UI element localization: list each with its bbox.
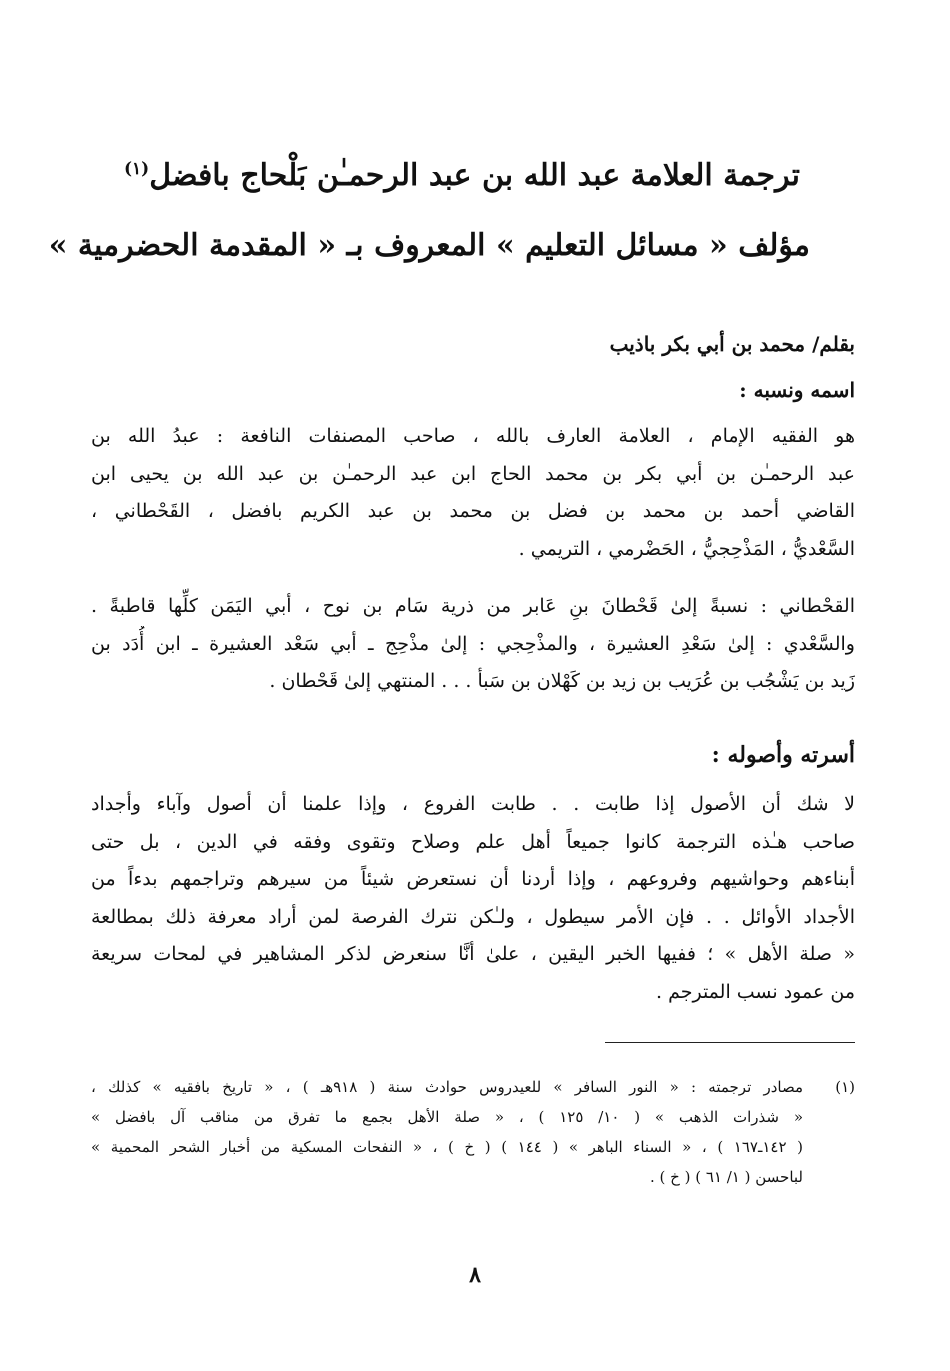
text-line: صاحب هـٰذه الترجمة كانوا جميعاً أهل علم وصلاح وتقوى وفقه في الدين ، بل حتى bbox=[91, 830, 855, 853]
footnote-reference[interactable]: (١) bbox=[123, 159, 150, 179]
author-byline: بقلم/ محمد بن أبي بكر باذيب bbox=[609, 332, 855, 356]
text-line: القاضي أحمد بن محمد بن فضل بن محمد بن عبد الكريم بافضل ، القَحْطاني ، bbox=[91, 500, 855, 522]
paragraph-lineage-explanation bbox=[91, 588, 855, 701]
section-heading-name-lineage: اسمه ونسبه : bbox=[739, 378, 855, 402]
text-line: والسَّعْدي : إلىٰ سَعْدِ العشيرة ، والمذْحِجي : إلىٰ مذْحِج ـ أبي سَعْد العشيرة ـ ابن أُدَد بن bbox=[91, 632, 855, 655]
text-line: من عمود نسب المترجم . bbox=[656, 980, 855, 1003]
paragraph-family bbox=[91, 786, 855, 1011]
text-line: القحْطاني : نسبةً إلىٰ قَحْطانَ بنِ عَابر من ذرية سَام بن نوح ، أبي اليَمَن كلِّها قاطبةً . bbox=[91, 595, 855, 617]
text-line: « صلة الأهل » ؛ ففيها الخبر اليقين ، علىٰ أنَّا سنعرض لذكر المشاهير في لمحات سريعة bbox=[91, 943, 855, 965]
footnote-line: ( ١٤٢ـ١٦٧ ) ، « السناء الباهر » ( ١٤٤ ) ( خ ) ، « النفحات المسكية من أخبار الشحر المحمية » bbox=[91, 1138, 803, 1156]
text-line: الأجداد الأوائل . . فإن الأمر سيطول ، ولـٰكن نترك الفرصة لمن أراد معرفة ذلك بمطالعة bbox=[91, 905, 855, 928]
footnote-body bbox=[91, 1072, 803, 1192]
paragraph-name bbox=[91, 418, 855, 568]
footnote-divider bbox=[605, 1042, 855, 1043]
text-line: السَّعْديُّ ، المَذْحِجيُّ ، الحَضْرمي ، التريمي . bbox=[518, 537, 855, 560]
section-heading-family-origins: أسرته وأصوله : bbox=[711, 742, 855, 768]
text-line: لا شك أن الأصول إذا طابت . . طابت الفروع ، وإذا علمنا أن أصول وآباء وأجداد bbox=[91, 793, 855, 815]
text-line: أبناءهم وحواشيهم وفروعهم ، وإذا أردنا أن نستعرض شيئاً من سيرهم وتراجمهم بدءاً من bbox=[91, 868, 855, 890]
page-number: ٨ bbox=[469, 1262, 481, 1288]
footnote-line: « شذرات الذهب » ( ١٠/ ١٢٥ ) ، « صلة الأهل بجمع ما تفرق من مناقب آل بافضل » bbox=[91, 1108, 803, 1126]
page-title bbox=[123, 158, 800, 193]
footnote-line: مصادر ترجمته : « النور السافر » للعيدروس حوادث سنة ( ٩١٨هـ ) ، « تاريخ بافقيه » كذلك ، bbox=[91, 1078, 803, 1096]
text-line: زَيد بن يَشْجُب بن عُرَيب بن زيد بن كَهْلان بن سَبأ . . . المنتهي إلىٰ قَحْطان . bbox=[269, 670, 855, 692]
text-line: عبد الرحمـٰن بن أبي بكر بن محمد الحاج ابن عبد الرحمـٰن بن عبد الله بن يحيى ابن bbox=[91, 462, 855, 485]
text-line: هو الفقيه الإمام ، العلامة العارف بالله ، صاحب المصنفات النافعة : عبدُ الله بن bbox=[91, 425, 855, 447]
title-line-1: ترجمة العلامة عبد الله بن عبد الرحمـٰن بَلْحاج بافضل bbox=[149, 158, 800, 193]
page-subtitle: مؤلف « مسائل التعليم » المعروف بـ « المقدمة الحضرمية » bbox=[48, 228, 810, 263]
footnote-line: لباحسن ( ١/ ٦١ ) ( خ ) . bbox=[649, 1168, 803, 1186]
footnote-number: (١) bbox=[835, 1078, 855, 1096]
